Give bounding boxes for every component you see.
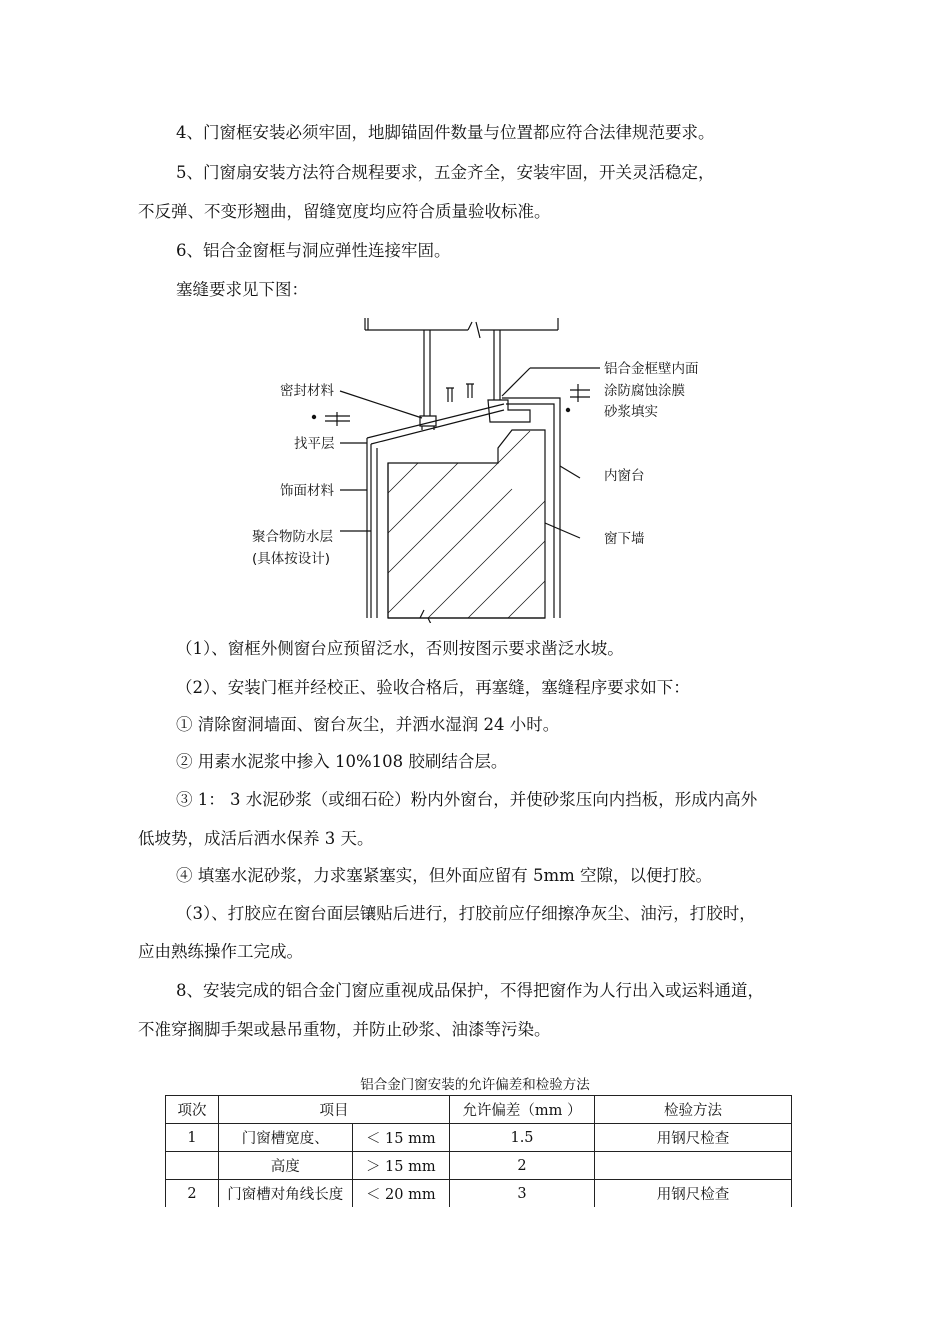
label-finish: 饰面材料 (280, 483, 334, 499)
cell-range: ＞ 15 mm (352, 1152, 449, 1180)
clause-3-line1: ③ 1： 3 水泥砂浆（或细石砼）粉内外窗台，并使砂浆压向内挡板，形成内高外 (176, 790, 758, 809)
step-1: （1）、窗框外侧窗台应预留泛水，否则按图示要求凿泛水坡。 (176, 639, 624, 658)
paragraph-6: 6、铝合金窗框与洞应弹性连接牢固。 (176, 241, 451, 260)
paragraph-5-line2: 不反弹、不变形翘曲，留缝宽度均应符合质量验收标准。 (138, 202, 551, 221)
table-row (166, 1152, 792, 1180)
cell-index: 2 (166, 1180, 219, 1208)
step-3-line1: （3）、打胶应在窗台面层镶贴后进行，打胶前应仔细擦净灰尘、油污，打胶时， (176, 904, 756, 923)
cell-range: ＜ 20 mm (352, 1180, 449, 1208)
paragraph-8-line2: 不准穿搁脚手架或悬吊重物，并防止砂浆、油漆等污染。 (138, 1020, 551, 1039)
clause-4: ④ 填塞水泥砂浆，力求塞紧塞实，但外面应留有 5mm 空隙，以便打胶。 (176, 866, 713, 885)
paragraph-5-line1: 5、门窗扇安装方法符合规程要求，五金齐全，安装牢固，开关灵活稳定， (176, 163, 715, 182)
label-wall: 窗下墙 (604, 531, 645, 547)
cell-item: 高度 (219, 1152, 353, 1180)
header-item: 项目 (219, 1096, 450, 1124)
label-anticorrosion: 涂防腐蚀涂膜 (604, 383, 685, 399)
figure-intro: 塞缝要求见下图： (176, 280, 308, 299)
table-row (166, 1180, 792, 1208)
cell-tolerance: 1.5 (450, 1124, 595, 1152)
cell-tolerance: 3 (450, 1180, 595, 1208)
cell-method (595, 1152, 792, 1180)
label-frame-inner: 铝合金框壁内面 (604, 361, 699, 377)
header-method: 检验方法 (595, 1096, 792, 1124)
cell-item: 门窗槽对角线长度 (219, 1180, 353, 1208)
label-waterproof-note: (具体按设计) (252, 551, 331, 567)
table-row (166, 1124, 792, 1152)
step-2: （2）、安装门框并经校正、验收合格后，再塞缝，塞缝程序要求如下： (176, 678, 690, 697)
header-tolerance: 允许偏差（mm ） (450, 1096, 595, 1124)
clause-1: ① 清除窗洞墙面、窗台灰尘，并洒水湿润 24 小时。 (176, 715, 560, 734)
tolerance-table (165, 1095, 792, 1207)
label-level: 找平层 (294, 436, 335, 452)
paragraph-8-line1: 8、安装完成的铝合金门窗应重视成品保护，不得把窗作为人行出入或运料通道， (176, 981, 764, 1000)
table-caption: 铝合金门窗安装的允许偏差和检验方法 (360, 1077, 590, 1093)
label-inner-sill: 内窗台 (604, 468, 645, 484)
cell-item: 门窗槽宽度、 (219, 1124, 353, 1152)
label-seal: 密封材料 (280, 383, 334, 399)
clause-3-line2: 低坡势，成活后洒水保养 3 天。 (138, 829, 374, 848)
cell-index: 1 (166, 1124, 219, 1152)
label-waterproof: 聚合物防水层 (252, 529, 333, 545)
table-header-row (166, 1096, 792, 1124)
paragraph-4: 4、门窗框安装必须牢固，地脚锚固件数量与位置都应符合法律规范要求。 (176, 123, 715, 142)
step-3-line2: 应由熟练操作工完成。 (138, 942, 303, 961)
window-sill-joint-diagram (240, 318, 740, 623)
cell-index (166, 1152, 219, 1180)
cell-range: ＜ 15 mm (352, 1124, 449, 1152)
header-index: 项次 (166, 1096, 219, 1124)
cell-method: 用钢尺检查 (595, 1180, 792, 1208)
cell-tolerance: 2 (450, 1152, 595, 1180)
clause-2: ② 用素水泥浆中掺入 10%108 胶刷结合层。 (176, 752, 508, 771)
label-mortar: 砂浆填实 (604, 404, 658, 420)
cell-method: 用钢尺检查 (595, 1124, 792, 1152)
